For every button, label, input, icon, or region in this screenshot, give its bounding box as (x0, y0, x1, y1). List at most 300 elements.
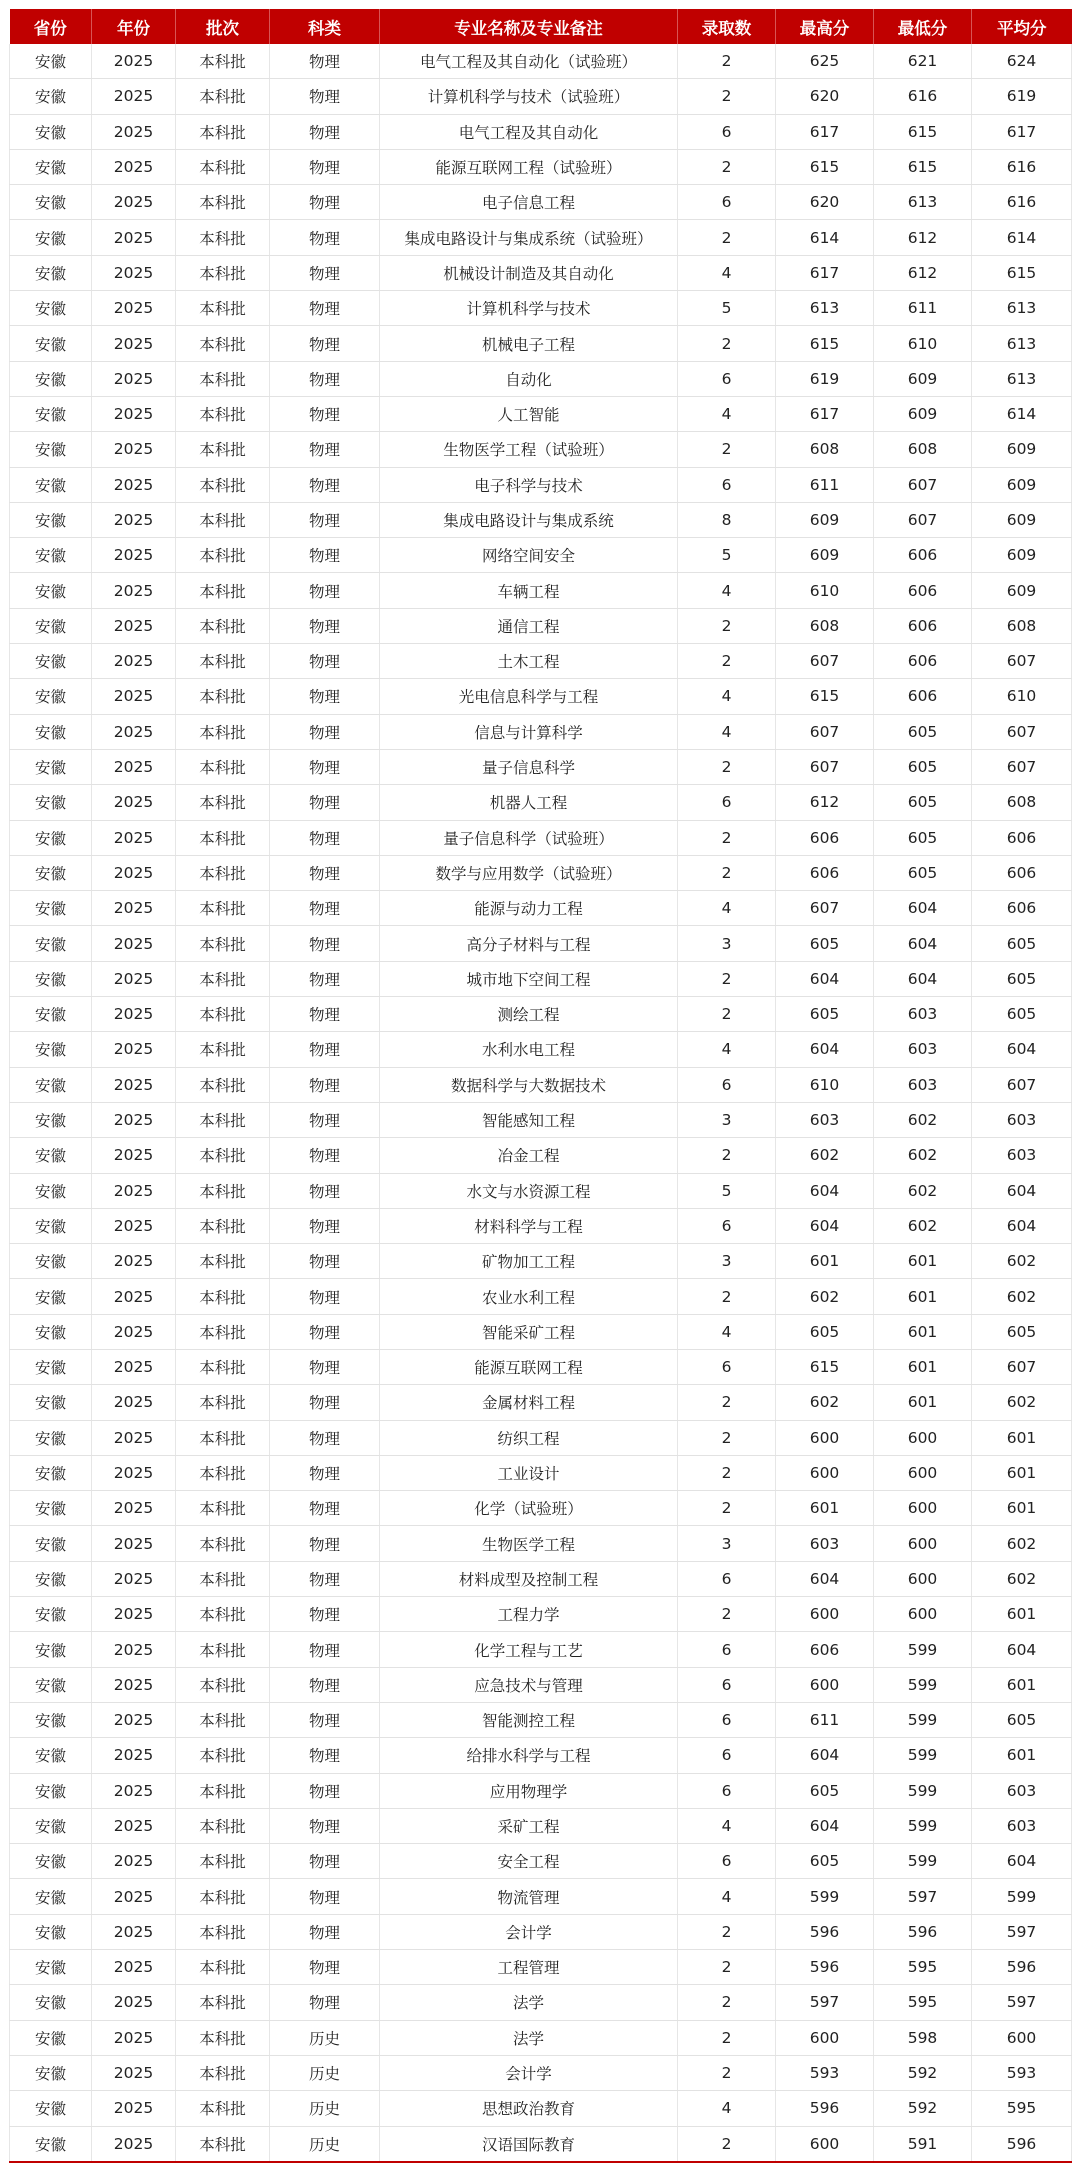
max-score-cell: 609 (776, 502, 874, 537)
avg-score-cell: 601 (972, 1491, 1072, 1526)
batch-cell: 本科批 (176, 79, 270, 114)
subject-type-cell: 物理 (270, 1632, 380, 1667)
max-score-cell: 613 (776, 291, 874, 326)
batch-cell: 本科批 (176, 1420, 270, 1455)
year-cell: 2025 (92, 1491, 176, 1526)
admitted-count-cell: 6 (678, 185, 776, 220)
province-cell: 安徽 (10, 1667, 92, 1702)
avg-score-cell: 604 (972, 1032, 1072, 1067)
major-name-cell: 智能采矿工程 (380, 1314, 678, 1349)
province-cell: 安徽 (10, 1914, 92, 1949)
province-cell: 安徽 (10, 1420, 92, 1455)
avg-score-cell: 603 (972, 1138, 1072, 1173)
batch-cell: 本科批 (176, 149, 270, 184)
max-score-cell: 604 (776, 1208, 874, 1243)
batch-cell: 本科批 (176, 220, 270, 255)
province-cell: 安徽 (10, 1561, 92, 1596)
batch-cell: 本科批 (176, 1667, 270, 1702)
avg-score-cell: 605 (972, 997, 1072, 1032)
batch-cell: 本科批 (176, 432, 270, 467)
table-row (10, 1420, 1072, 1455)
subject-type-cell: 物理 (270, 820, 380, 855)
province-cell: 安徽 (10, 1173, 92, 1208)
subject-type-cell: 物理 (270, 1667, 380, 1702)
province-cell: 安徽 (10, 149, 92, 184)
table-row (10, 1561, 1072, 1596)
major-name-cell: 化学工程与工艺 (380, 1632, 678, 1667)
avg-score-cell: 610 (972, 679, 1072, 714)
table-row (10, 997, 1072, 1032)
year-cell: 2025 (92, 1985, 176, 2020)
province-cell: 安徽 (10, 1244, 92, 1279)
avg-score-cell: 599 (972, 1879, 1072, 1914)
min-score-cell: 599 (874, 1667, 972, 1702)
subject-type-cell: 物理 (270, 291, 380, 326)
max-score-cell: 605 (776, 1844, 874, 1879)
avg-score-cell: 615 (972, 255, 1072, 290)
batch-cell: 本科批 (176, 1173, 270, 1208)
avg-score-cell: 609 (972, 538, 1072, 573)
max-score-cell: 610 (776, 1067, 874, 1102)
subject-type-cell: 历史 (270, 2020, 380, 2055)
year-cell: 2025 (92, 467, 176, 502)
subject-type-cell: 物理 (270, 997, 380, 1032)
batch-cell: 本科批 (176, 185, 270, 220)
major-name-cell: 通信工程 (380, 608, 678, 643)
min-score-cell: 601 (874, 1349, 972, 1384)
batch-cell: 本科批 (176, 997, 270, 1032)
major-name-cell: 测绘工程 (380, 997, 678, 1032)
province-cell: 安徽 (10, 2020, 92, 2055)
admitted-count-cell: 4 (678, 1032, 776, 1067)
max-score-cell: 604 (776, 1738, 874, 1773)
year-cell: 2025 (92, 361, 176, 396)
province-cell: 安徽 (10, 2091, 92, 2126)
year-cell: 2025 (92, 1844, 176, 1879)
year-cell: 2025 (92, 855, 176, 890)
min-score-cell: 596 (874, 1914, 972, 1949)
admitted-count-cell: 6 (678, 361, 776, 396)
avg-score-cell: 608 (972, 608, 1072, 643)
batch-cell: 本科批 (176, 114, 270, 149)
table-row (10, 1138, 1072, 1173)
header-avg-score: 平均分 (972, 9, 1072, 44)
table-row (10, 820, 1072, 855)
min-score-cell: 600 (874, 1597, 972, 1632)
table-row (10, 2091, 1072, 2126)
min-score-cell: 612 (874, 255, 972, 290)
subject-type-cell: 物理 (270, 255, 380, 290)
table-row (10, 114, 1072, 149)
table-row (10, 1597, 1072, 1632)
table-row (10, 326, 1072, 361)
admitted-count-cell: 8 (678, 502, 776, 537)
avg-score-cell: 596 (972, 2126, 1072, 2162)
avg-score-cell: 616 (972, 185, 1072, 220)
major-name-cell: 机械设计制造及其自动化 (380, 255, 678, 290)
max-score-cell: 600 (776, 1597, 874, 1632)
batch-cell: 本科批 (176, 1455, 270, 1490)
batch-cell: 本科批 (176, 396, 270, 431)
avg-score-cell: 607 (972, 749, 1072, 784)
table-row (10, 1244, 1072, 1279)
avg-score-cell: 608 (972, 785, 1072, 820)
admitted-count-cell: 6 (678, 1208, 776, 1243)
batch-cell: 本科批 (176, 538, 270, 573)
province-cell: 安徽 (10, 1102, 92, 1137)
table-row (10, 79, 1072, 114)
admitted-count-cell: 4 (678, 573, 776, 608)
admitted-count-cell: 2 (678, 644, 776, 679)
admitted-count-cell: 4 (678, 1314, 776, 1349)
year-cell: 2025 (92, 891, 176, 926)
table-row (10, 1102, 1072, 1137)
admitted-count-cell: 6 (678, 1067, 776, 1102)
table-row (10, 538, 1072, 573)
table-row (10, 1208, 1072, 1243)
avg-score-cell: 601 (972, 1420, 1072, 1455)
avg-score-cell: 614 (972, 220, 1072, 255)
min-score-cell: 599 (874, 1844, 972, 1879)
admitted-count-cell: 4 (678, 396, 776, 431)
batch-cell: 本科批 (176, 502, 270, 537)
min-score-cell: 601 (874, 1385, 972, 1420)
admitted-count-cell: 4 (678, 2091, 776, 2126)
max-score-cell: 611 (776, 1702, 874, 1737)
max-score-cell: 596 (776, 1914, 874, 1949)
avg-score-cell: 603 (972, 1808, 1072, 1843)
major-name-cell: 计算机科学与技术 (380, 291, 678, 326)
max-score-cell: 615 (776, 679, 874, 714)
avg-score-cell: 624 (972, 44, 1072, 79)
header-subject-type: 科类 (270, 9, 380, 44)
batch-cell: 本科批 (176, 1808, 270, 1843)
table-row (10, 961, 1072, 996)
major-name-cell: 应用物理学 (380, 1773, 678, 1808)
max-score-cell: 600 (776, 1455, 874, 1490)
province-cell: 安徽 (10, 1597, 92, 1632)
batch-cell: 本科批 (176, 361, 270, 396)
batch-cell: 本科批 (176, 1844, 270, 1879)
major-name-cell: 生物医学工程（试验班） (380, 432, 678, 467)
province-cell: 安徽 (10, 361, 92, 396)
province-cell: 安徽 (10, 2126, 92, 2162)
admitted-count-cell: 6 (678, 1561, 776, 1596)
year-cell: 2025 (92, 1738, 176, 1773)
province-cell: 安徽 (10, 1385, 92, 1420)
major-name-cell: 工程力学 (380, 1597, 678, 1632)
province-cell: 安徽 (10, 961, 92, 996)
major-name-cell: 工程管理 (380, 1950, 678, 1985)
batch-cell: 本科批 (176, 1985, 270, 2020)
table-row (10, 1385, 1072, 1420)
avg-score-cell: 604 (972, 1632, 1072, 1667)
year-cell: 2025 (92, 538, 176, 573)
major-name-cell: 应急技术与管理 (380, 1667, 678, 1702)
min-score-cell: 613 (874, 185, 972, 220)
subject-type-cell: 物理 (270, 1279, 380, 1314)
subject-type-cell: 物理 (270, 679, 380, 714)
table-row (10, 1879, 1072, 1914)
major-name-cell: 数学与应用数学（试验班） (380, 855, 678, 890)
province-cell: 安徽 (10, 820, 92, 855)
table-row (10, 1667, 1072, 1702)
province-cell: 安徽 (10, 1032, 92, 1067)
year-cell: 2025 (92, 1314, 176, 1349)
batch-cell: 本科批 (176, 1738, 270, 1773)
admitted-count-cell: 2 (678, 220, 776, 255)
batch-cell: 本科批 (176, 855, 270, 890)
province-cell: 安徽 (10, 926, 92, 961)
batch-cell: 本科批 (176, 961, 270, 996)
batch-cell: 本科批 (176, 2055, 270, 2090)
avg-score-cell: 595 (972, 2091, 1072, 2126)
admitted-count-cell: 4 (678, 891, 776, 926)
avg-score-cell: 619 (972, 79, 1072, 114)
min-score-cell: 612 (874, 220, 972, 255)
subject-type-cell: 物理 (270, 502, 380, 537)
province-cell: 安徽 (10, 785, 92, 820)
province-cell: 安徽 (10, 1808, 92, 1843)
year-cell: 2025 (92, 1667, 176, 1702)
table-row (10, 644, 1072, 679)
avg-score-cell: 603 (972, 1102, 1072, 1137)
table-row (10, 291, 1072, 326)
major-name-cell: 物流管理 (380, 1879, 678, 1914)
min-score-cell: 604 (874, 891, 972, 926)
admitted-count-cell: 6 (678, 114, 776, 149)
min-score-cell: 598 (874, 2020, 972, 2055)
major-name-cell: 电子信息工程 (380, 185, 678, 220)
admitted-count-cell: 2 (678, 1455, 776, 1490)
province-cell: 安徽 (10, 44, 92, 79)
avg-score-cell: 614 (972, 396, 1072, 431)
min-score-cell: 606 (874, 538, 972, 573)
major-name-cell: 信息与计算科学 (380, 714, 678, 749)
max-score-cell: 602 (776, 1279, 874, 1314)
year-cell: 2025 (92, 644, 176, 679)
avg-score-cell: 605 (972, 1702, 1072, 1737)
table-row (10, 502, 1072, 537)
major-name-cell: 材料科学与工程 (380, 1208, 678, 1243)
avg-score-cell: 607 (972, 714, 1072, 749)
header-admitted-count: 录取数 (678, 9, 776, 44)
major-name-cell: 能源互联网工程（试验班） (380, 149, 678, 184)
major-name-cell: 安全工程 (380, 1844, 678, 1879)
admitted-count-cell: 2 (678, 961, 776, 996)
major-name-cell: 冶金工程 (380, 1138, 678, 1173)
province-cell: 安徽 (10, 1738, 92, 1773)
batch-cell: 本科批 (176, 1279, 270, 1314)
province-cell: 安徽 (10, 291, 92, 326)
year-cell: 2025 (92, 79, 176, 114)
table-row (10, 2055, 1072, 2090)
year-cell: 2025 (92, 608, 176, 643)
max-score-cell: 604 (776, 1808, 874, 1843)
table-row (10, 1279, 1072, 1314)
max-score-cell: 604 (776, 961, 874, 996)
year-cell: 2025 (92, 1067, 176, 1102)
province-cell: 安徽 (10, 1208, 92, 1243)
subject-type-cell: 物理 (270, 432, 380, 467)
major-name-cell: 矿物加工工程 (380, 1244, 678, 1279)
max-score-cell: 605 (776, 1314, 874, 1349)
subject-type-cell: 物理 (270, 1138, 380, 1173)
min-score-cell: 605 (874, 749, 972, 784)
subject-type-cell: 物理 (270, 467, 380, 502)
table-row (10, 1914, 1072, 1949)
table-row (10, 220, 1072, 255)
admitted-count-cell: 4 (678, 1808, 776, 1843)
province-cell: 安徽 (10, 255, 92, 290)
province-cell: 安徽 (10, 1067, 92, 1102)
year-cell: 2025 (92, 820, 176, 855)
avg-score-cell: 602 (972, 1244, 1072, 1279)
year-cell: 2025 (92, 1173, 176, 1208)
table-row (10, 891, 1072, 926)
max-score-cell: 605 (776, 926, 874, 961)
table-row (10, 1032, 1072, 1067)
year-cell: 2025 (92, 149, 176, 184)
batch-cell: 本科批 (176, 2126, 270, 2162)
min-score-cell: 604 (874, 961, 972, 996)
admission-table-container (9, 9, 1071, 2163)
subject-type-cell: 物理 (270, 1244, 380, 1279)
max-score-cell: 617 (776, 255, 874, 290)
table-row (10, 1773, 1072, 1808)
province-cell: 安徽 (10, 1702, 92, 1737)
avg-score-cell: 609 (972, 573, 1072, 608)
avg-score-cell: 613 (972, 326, 1072, 361)
subject-type-cell: 物理 (270, 1808, 380, 1843)
admitted-count-cell: 2 (678, 1279, 776, 1314)
subject-type-cell: 物理 (270, 1914, 380, 1949)
province-cell: 安徽 (10, 1844, 92, 1879)
major-name-cell: 采矿工程 (380, 1808, 678, 1843)
avg-score-cell: 613 (972, 291, 1072, 326)
min-score-cell: 611 (874, 291, 972, 326)
avg-score-cell: 593 (972, 2055, 1072, 2090)
batch-cell: 本科批 (176, 1491, 270, 1526)
major-name-cell: 能源与动力工程 (380, 891, 678, 926)
province-cell: 安徽 (10, 220, 92, 255)
province-cell: 安徽 (10, 891, 92, 926)
table-row (10, 679, 1072, 714)
subject-type-cell: 物理 (270, 644, 380, 679)
subject-type-cell: 物理 (270, 1314, 380, 1349)
subject-type-cell: 物理 (270, 926, 380, 961)
avg-score-cell: 609 (972, 502, 1072, 537)
year-cell: 2025 (92, 44, 176, 79)
admitted-count-cell: 6 (678, 1667, 776, 1702)
batch-cell: 本科批 (176, 1314, 270, 1349)
major-name-cell: 水利水电工程 (380, 1032, 678, 1067)
province-cell: 安徽 (10, 608, 92, 643)
batch-cell: 本科批 (176, 714, 270, 749)
admitted-count-cell: 3 (678, 926, 776, 961)
min-score-cell: 601 (874, 1244, 972, 1279)
year-cell: 2025 (92, 1561, 176, 1596)
admitted-count-cell: 2 (678, 820, 776, 855)
province-cell: 安徽 (10, 538, 92, 573)
province-cell: 安徽 (10, 1773, 92, 1808)
year-cell: 2025 (92, 220, 176, 255)
table-row (10, 149, 1072, 184)
year-cell: 2025 (92, 1138, 176, 1173)
avg-score-cell: 597 (972, 1985, 1072, 2020)
batch-cell: 本科批 (176, 1773, 270, 1808)
subject-type-cell: 物理 (270, 749, 380, 784)
admitted-count-cell: 2 (678, 855, 776, 890)
max-score-cell: 607 (776, 891, 874, 926)
min-score-cell: 599 (874, 1738, 972, 1773)
year-cell: 2025 (92, 997, 176, 1032)
min-score-cell: 610 (874, 326, 972, 361)
avg-score-cell: 616 (972, 149, 1072, 184)
subject-type-cell: 物理 (270, 1420, 380, 1455)
min-score-cell: 608 (874, 432, 972, 467)
admitted-count-cell: 2 (678, 1138, 776, 1173)
province-cell: 安徽 (10, 644, 92, 679)
batch-cell: 本科批 (176, 820, 270, 855)
table-row (10, 714, 1072, 749)
avg-score-cell: 602 (972, 1526, 1072, 1561)
admitted-count-cell: 2 (678, 1985, 776, 2020)
year-cell: 2025 (92, 961, 176, 996)
year-cell: 2025 (92, 1349, 176, 1384)
admitted-count-cell: 3 (678, 1102, 776, 1137)
year-cell: 2025 (92, 1808, 176, 1843)
subject-type-cell: 物理 (270, 538, 380, 573)
header-min-score: 最低分 (874, 9, 972, 44)
batch-cell: 本科批 (176, 2091, 270, 2126)
major-name-cell: 会计学 (380, 2055, 678, 2090)
avg-score-cell: 602 (972, 1385, 1072, 1420)
province-cell: 安徽 (10, 749, 92, 784)
batch-cell: 本科批 (176, 573, 270, 608)
major-name-cell: 机器人工程 (380, 785, 678, 820)
subject-type-cell: 物理 (270, 1173, 380, 1208)
header-major-name: 专业名称及专业备注 (380, 9, 678, 44)
batch-cell: 本科批 (176, 1385, 270, 1420)
min-score-cell: 607 (874, 467, 972, 502)
major-name-cell: 高分子材料与工程 (380, 926, 678, 961)
year-cell: 2025 (92, 1208, 176, 1243)
province-cell: 安徽 (10, 326, 92, 361)
province-cell: 安徽 (10, 1279, 92, 1314)
subject-type-cell: 物理 (270, 149, 380, 184)
major-name-cell: 集成电路设计与集成系统 (380, 502, 678, 537)
admitted-count-cell: 2 (678, 1597, 776, 1632)
year-cell: 2025 (92, 1773, 176, 1808)
max-score-cell: 604 (776, 1032, 874, 1067)
min-score-cell: 592 (874, 2055, 972, 2090)
major-name-cell: 纺织工程 (380, 1420, 678, 1455)
min-score-cell: 606 (874, 679, 972, 714)
batch-cell: 本科批 (176, 1950, 270, 1985)
avg-score-cell: 606 (972, 820, 1072, 855)
min-score-cell: 615 (874, 114, 972, 149)
major-name-cell: 生物医学工程 (380, 1526, 678, 1561)
max-score-cell: 620 (776, 79, 874, 114)
major-name-cell: 网络空间安全 (380, 538, 678, 573)
province-cell: 安徽 (10, 573, 92, 608)
admitted-count-cell: 2 (678, 2126, 776, 2162)
max-score-cell: 608 (776, 608, 874, 643)
max-score-cell: 603 (776, 1102, 874, 1137)
year-cell: 2025 (92, 432, 176, 467)
subject-type-cell: 物理 (270, 361, 380, 396)
